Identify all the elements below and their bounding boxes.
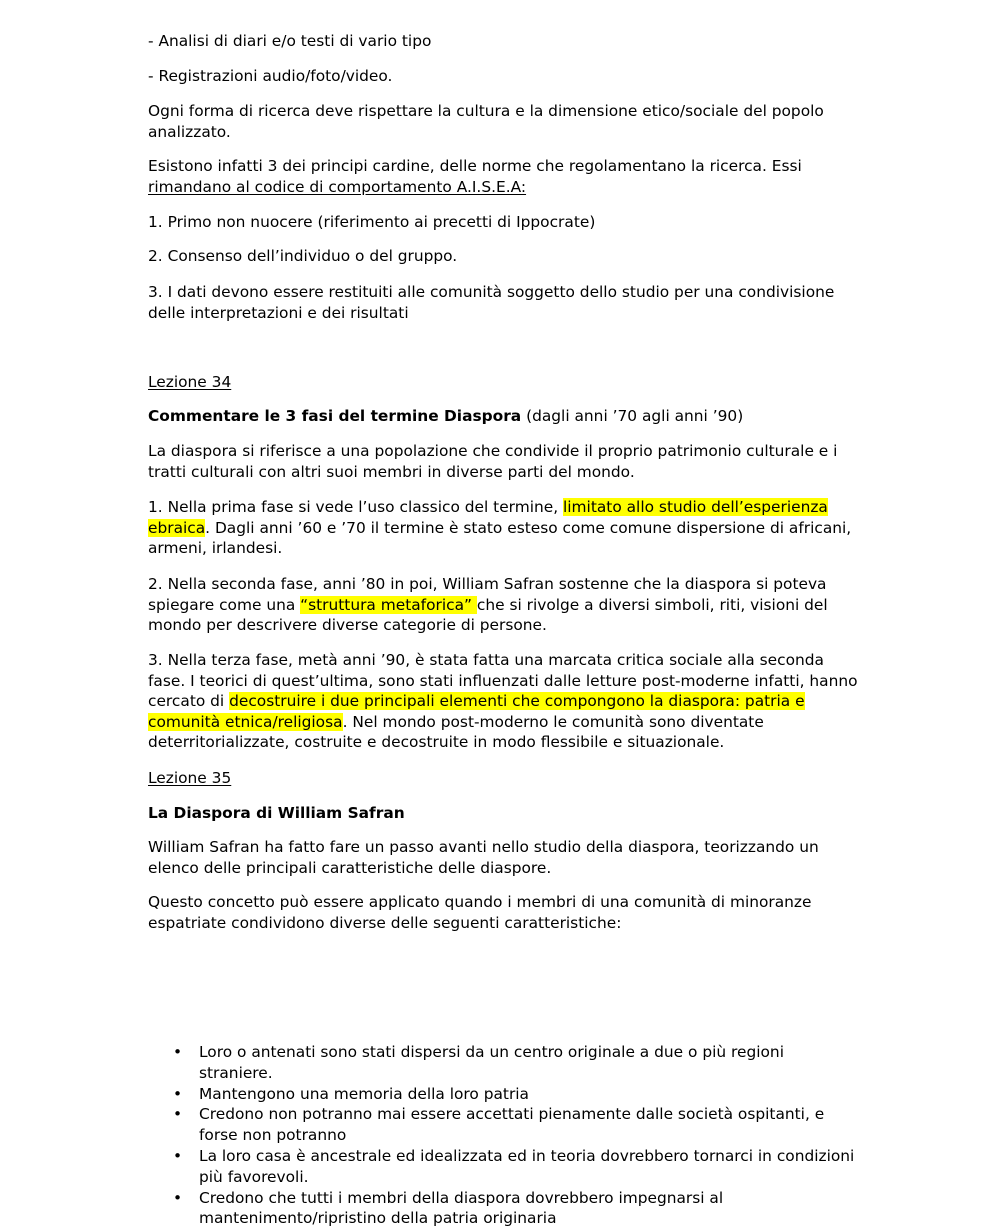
bullet-text: La loro casa è ancestrale ed idealizzata ed in teoria dovrebbero tornarci in condizioni più favorevoli. bbox=[199, 1146, 855, 1186]
paragraph-principles-line: Esistono infatti 3 dei principi cardine, delle norme che regolamentano la ricerca. Essi bbox=[148, 157, 802, 175]
paragraph-principles bbox=[148, 156, 860, 197]
lesson-34-label: Lezione 34 bbox=[148, 373, 232, 391]
phase-2-text: 2. Nella seconda fase, anni ’80 in poi, William Safran sostenne che la diaspora si poteva spiegare come una bbox=[148, 575, 827, 614]
phase-3-text-end: . Nel mondo post-moderno le comunità sono diventate deterritorializzate, costruite e decostruite in modo flessibile e situazionale. bbox=[148, 712, 764, 751]
highlight: decostruire i due principali elementi che compongono la diaspora: patria e comunità etnica/religiosa bbox=[148, 692, 805, 731]
list-item bbox=[148, 1084, 860, 1105]
list-item: - Registrazioni audio/foto/video. bbox=[148, 67, 393, 85]
lesson-35-label: Lezione 35 bbox=[148, 769, 232, 787]
lesson-34-title-range: (dagli anni ’70 agli anni ’90) bbox=[521, 407, 744, 425]
principle-item: 3. I dati devono essere restituiti alle comunità soggetto dello studio per una condivisione delle interpretazioni e dei risultati bbox=[148, 283, 835, 322]
phase-2-paragraph bbox=[148, 574, 860, 636]
bullet-icon: • bbox=[173, 1043, 183, 1061]
lesson-34-title bbox=[148, 406, 860, 427]
principle-item: 1. Primo non nuocere (riferimento ai precetti di Ippocrate) bbox=[148, 213, 596, 231]
phase-1-text: 1. Nella prima fase si vede l’uso classico del termine, bbox=[148, 498, 563, 516]
bullet-text: Loro o antenati sono stati dispersi da un centro originale a due o più regioni straniere. bbox=[199, 1043, 784, 1082]
bullet-text: Mantengono una memoria della loro patria bbox=[199, 1084, 529, 1103]
phase-1-text-end: . Dagli anni ’60 e ’70 il termine è stato esteso come comune dispersione di africani, armeni, irlandesi. bbox=[148, 518, 852, 557]
list-item bbox=[148, 1104, 860, 1146]
list-item bbox=[148, 1042, 860, 1084]
safran-characteristics-list bbox=[148, 1042, 860, 1229]
list-item: - Analisi di diari e/o testi di vario tipo bbox=[148, 32, 432, 50]
lesson-35-title: La Diaspora di William Safran bbox=[148, 804, 405, 822]
highlight: limitato allo studio dell’esperienza ebraica bbox=[148, 498, 828, 537]
aisea-code-reference: rimandano al codice di comportamento A.I.S.E.A: bbox=[148, 177, 527, 196]
list-item bbox=[148, 1188, 860, 1229]
bullet-icon: • bbox=[173, 1105, 183, 1124]
phase-2-text-end: che si rivolge a diversi simboli, riti, visioni del mondo per descrivere diverse categorie di persone. bbox=[148, 595, 828, 634]
bullet-text: Credono che tutti i membri della diaspora dovrebbero impegnarsi al mantenimento/ripristino della patria originaria bbox=[199, 1188, 724, 1228]
paragraph-ethics: Ogni forma di ricerca deve rispettare la cultura e la dimensione etico/sociale del popolo analizzato. bbox=[148, 102, 824, 141]
lesson-35-paragraph-2: Questo concetto può essere applicato quando i membri di una comunità di minoranze espatriate condividono diverse delle seguenti caratteristiche: bbox=[148, 893, 812, 932]
list-item bbox=[148, 1146, 860, 1188]
bullet-text: Credono non potranno mai essere accettati pienamente dalle società ospitanti, e forse non potranno bbox=[199, 1105, 825, 1145]
bullet-icon: • bbox=[173, 1146, 183, 1165]
highlight: “struttura metaforica” bbox=[300, 595, 477, 614]
lesson-34-title-bold: Commentare le 3 fasi del termine Diaspora bbox=[148, 407, 522, 425]
principle-item: 2. Consenso dell’individuo o del gruppo. bbox=[148, 247, 458, 265]
phase-3-paragraph bbox=[148, 650, 860, 753]
bullet-icon: • bbox=[173, 1084, 183, 1103]
lesson-34-intro: La diaspora si riferisce a una popolazione che condivide il proprio patrimonio culturale e i tratti culturali con altri suoi membri in diverse parti del mondo. bbox=[148, 442, 838, 481]
lesson-35-paragraph-1: William Safran ha fatto fare un passo avanti nello studio della diaspora, teorizzando un elenco delle principali caratteristiche delle diaspore. bbox=[148, 838, 819, 877]
bullet-icon: • bbox=[173, 1188, 183, 1207]
phase-3-text: 3. Nella terza fase, metà anni ’90, è stata fatta una marcata critica sociale alla seconda fase. I teorici di quest’ultima, sono stati influenzati dalle letture post-moderne infatti, hanno cercato di bbox=[148, 651, 858, 710]
phase-1-paragraph bbox=[148, 497, 860, 559]
